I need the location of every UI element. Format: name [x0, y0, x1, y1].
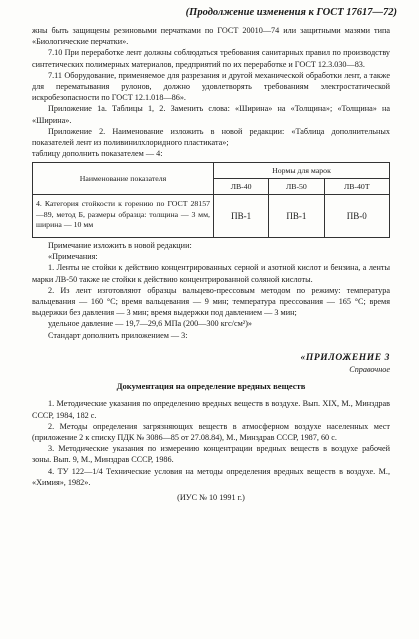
paragraph: жны быть защищены резиновыми перчатками по ГОСТ 20010—74 или защитными мазями типа «Биологические перчатки».: [32, 26, 390, 47]
paragraph: таблицу дополнить показателем — 4:: [32, 149, 163, 159]
paragraph: 1. Ленты не стойки к действию концентрированных серной и азотной кислот и бензина, а ленты марки ЛВ-50 также не стойки к действию концентрированной соляной кислоты.: [32, 263, 390, 284]
paragraph: 7.10 При переработке лент должны соблюдаться требования санитарных правил по производству синтетических полимерных материалов, предприятий по их переработке и ГОСТ 12.3.030—83.: [32, 48, 390, 69]
appendix-subtitle: Справочное: [349, 364, 390, 374]
indicators-table: [32, 162, 390, 238]
paragraph: Приложение 1а. Таблицы 1, 2. Заменить слова: «Ширина» на «Толщина»; «Толщина» на «Ширина».: [32, 104, 390, 125]
table-row-label: 4. Категория стойкости к горению по ГОСТ 28157—89, метод Б, размеры образца: толщина — 3 мм, ширина — 10 мм: [33, 195, 214, 238]
table-header-name: Наименование показателя: [33, 163, 214, 195]
table-header-brand: ЛВ-50: [269, 179, 324, 195]
list-item: 4. ТУ 122—1/4 Технические условия на методы определения вредных веществ в воздухе. М., «Химия», 1982».: [32, 466, 390, 487]
paragraph: 2. Из лент изготовляют образцы вальцево-прессовым методом по режиму: температура вальцевания — 160 °С; время вальцевания — 9 мин; температура прессования — 165 °С; время выдержки без давления — 3 мин; время выдержки под давлением — 3 мин;: [32, 285, 390, 318]
table-header-brand: ЛВ-40: [214, 179, 269, 195]
table-header-group: Нормы для марок: [214, 163, 390, 179]
appendix-title: «ПРИЛОЖЕНИЕ 3: [300, 352, 390, 363]
paragraph: «Примечания:: [48, 252, 98, 262]
paragraph: Приложение 2. Наименование изложить в новой редакции: «Таблица дополнительных показателей лент из поливинилхлоридного пластиката»;: [32, 126, 390, 148]
paragraph: 7.11 Оборудование, применяемое для разрезания и другой механической обработки лент, а также для перематывания рулонов, должно удовлетворять требованиям электростатической искробезопасности по ГОСТ 12.1.018—86».: [32, 70, 390, 103]
appendix-document-title: Документация на определение вредных веществ: [116, 381, 306, 392]
paragraph: Стандарт дополнить приложением — 3:: [48, 330, 188, 340]
paragraph: удельное давление — 19,7—29,6 МПа (200—300 кгс/см²)»: [48, 319, 253, 329]
document-body: [32, 25, 390, 503]
page-header: (Продолжение изменения к ГОСТ 17617—72): [185, 7, 397, 18]
table-header-brand: ЛВ-40Т: [324, 179, 389, 195]
paragraph: Примечание изложить в новой редакции:: [48, 240, 192, 250]
list-item: 3. Методические указания по измерению концентрации вредных веществ в воздухе рабочей зоны. Вып. 9, М., Минздрав СССР, 1986.: [32, 444, 390, 465]
table-row: [33, 195, 390, 238]
footer-note: (ИУС № 10 1991 г.): [177, 493, 245, 502]
list-item: 1. Методические указания по определению вредных веществ в воздухе. Вып. XIX, М., Минздрав СССР, 1984, 182 с.: [32, 399, 390, 420]
table-cell: ПВ-1: [214, 195, 269, 238]
list-item: 2. Методы определения загрязняющих веществ в атмосферном воздухе населенных мест (приложение 2 к списку ПДК № 3086—85 от 27.08.84), М., Минздрав СССР, 1987, 60 с.: [32, 421, 390, 442]
table-cell: ПВ-0: [324, 195, 389, 238]
table-cell: ПВ-1: [269, 195, 324, 238]
